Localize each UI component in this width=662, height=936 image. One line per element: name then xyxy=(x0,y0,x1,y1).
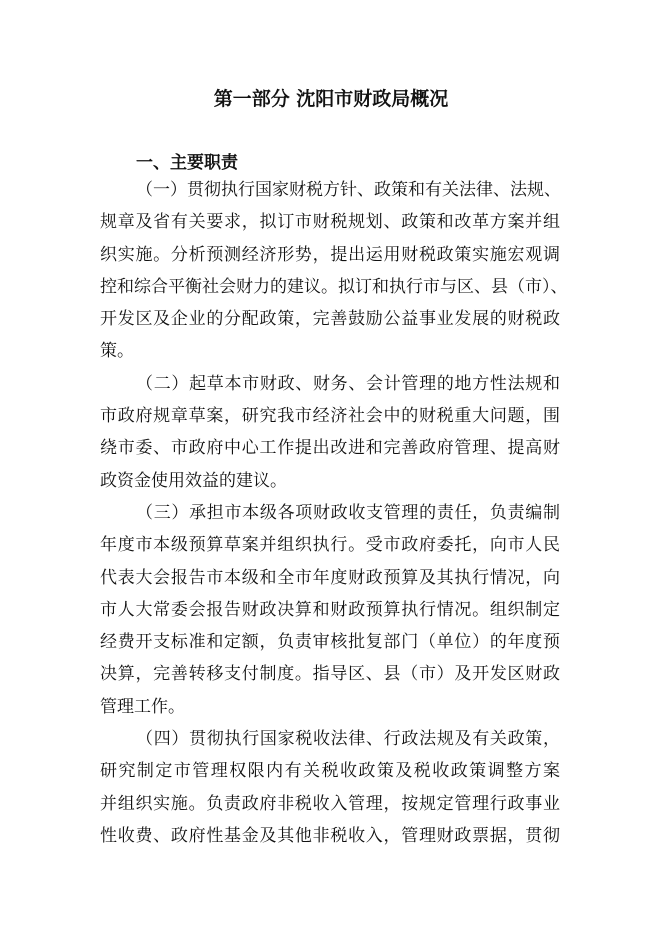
text-line: 管理工作。 xyxy=(100,696,185,717)
text-line: 控和综合平衡社会财力的建议。拟订和执行市与区、县（市）、 xyxy=(100,276,568,297)
text-line: 织实施。分析预测经济形势，提出运用财税政策实施宏观调 xyxy=(100,244,560,265)
text-line: 市人大常委会报告财政决算和财政预算执行情况。组织制定 xyxy=(100,599,560,620)
text-line: 绕市委、市政府中心工作提出改进和完善政府管理、提高财 xyxy=(100,438,560,459)
text-line: 代表大会报告市本级和全市年度财政预算及其执行情况，向 xyxy=(100,567,560,588)
text-line: 并组织实施。负责政府非税收入管理，按规定管理行政事业 xyxy=(100,793,560,814)
text-line: 策。 xyxy=(100,341,134,362)
text-line: 政资金使用效益的建议。 xyxy=(100,470,287,491)
document-body xyxy=(100,174,568,852)
text-line: 开发区及企业的分配政策，完善鼓励公益事业发展的财税政 xyxy=(100,309,560,330)
text-line: （四）贯彻执行国家税收法律、行政法规及有关政策， xyxy=(136,729,560,750)
text-line: 经费开支标准和定额，负责审核批复部门（单位）的年度预 xyxy=(100,632,560,653)
text-line: （一）贯彻执行国家财税方针、政策和有关法律、法规、 xyxy=(136,180,561,200)
text-line: 研究制定市管理权限内有关税收政策及税收政策调整方案 xyxy=(100,761,560,782)
page-title: 第一部分 沈阳市财政局概况 xyxy=(213,88,449,110)
text-line: 性收费、政府性基金及其他非税收入，管理财政票据，贯彻 xyxy=(100,825,560,846)
text-line: 决算，完善转移支付制度。指导区、县（市）及开发区财政 xyxy=(100,664,560,685)
text-line: （二）起草本市财政、财务、会计管理的地方性法规和 xyxy=(136,373,560,394)
text-line: （三）承担市本级各项财政收支管理的责任，负责编制 xyxy=(136,502,560,523)
text-line: 年度市本级预算草案并组织执行。受市政府委托，向市人民 xyxy=(100,535,560,556)
section-heading: 一、主要职责 xyxy=(136,153,238,173)
text-line: 市政府规章草案，研究我市经济社会中的财税重大问题，围 xyxy=(100,406,560,427)
text-line: 规章及省有关要求，拟订市财税规划、政策和改革方案并组 xyxy=(100,212,560,233)
